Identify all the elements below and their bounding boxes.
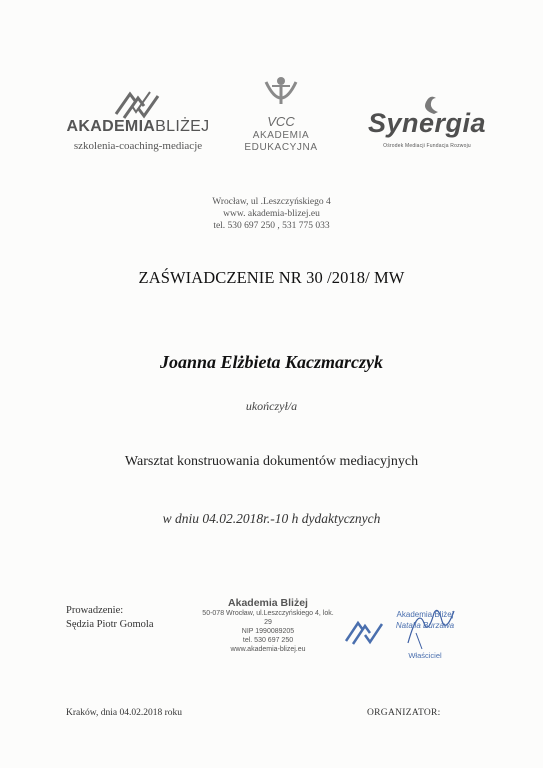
completed-label: ukończył/a: [245, 399, 298, 413]
akademia-brand: [58, 118, 218, 136]
stamp-line-2: NIP 1990089205: [241, 628, 295, 635]
akademia-arrows-blue-icon: [342, 617, 386, 647]
brand-light: BLIŻEJ: [155, 118, 210, 135]
synergia-tagline: Ośrodek Mediacji Fundacja Rozwoju: [383, 143, 471, 149]
akademia-arrows-icon: [110, 88, 164, 122]
place-date: Kraków, dnia 04.02.2018 roku: [66, 708, 183, 718]
vcc-line2: EDUKACYJNA: [244, 142, 318, 153]
stamp-name: Akademia Bliżej: [228, 597, 308, 609]
akademia-tagline: szkolenia-coaching-mediacje: [73, 140, 203, 152]
address-line-1: Wrocław, ul .Leszczyńskiego 4: [212, 197, 331, 207]
course-name: Warsztat konstruowania dokumentów mediacyjnych: [124, 454, 419, 469]
synergia-name: Synergia: [367, 108, 487, 138]
address-line-3: tel. 530 697 250 , 531 775 033: [213, 221, 330, 231]
owner-stamp: [342, 603, 462, 665]
vcc-logo: [240, 74, 322, 158]
stamp-line-3: tel. 530 697 250: [242, 637, 294, 644]
synergia-logo: [366, 92, 488, 154]
owner-stamp-line-3: Właściciel: [408, 651, 442, 660]
lead-name: Sędzia Piotr Gomola: [66, 619, 154, 630]
vcc-abbr: VCC: [267, 114, 295, 129]
brand-bold: AKADEMIA: [66, 118, 156, 135]
stamp-line-4: www.akademia-blizej.eu: [230, 646, 306, 653]
lead-label: Prowadzenie:: [66, 605, 124, 616]
certificate-title: ZAŚWIADCZENIE NR 30 /2018/ MW: [138, 268, 405, 287]
recipient-name: Joanna Elżbieta Kaczmarczyk: [159, 352, 383, 372]
owner-stamp-line-1: Akademia Bliżej: [396, 610, 454, 619]
vcc-line1: AKADEMIA: [252, 130, 310, 141]
stamp-line-1: 50-078 Wrocław, ul.Leszczyńskiego 4, lok. 29: [202, 610, 334, 626]
akademia-blizej-logo: [58, 88, 218, 160]
course-date: w dniu 04.02.2018r.-10 h dydaktycznych: [162, 511, 381, 526]
organizer-label: ORGANIZATOR:: [367, 708, 441, 718]
address-line-2: www. akademia-blizej.eu: [223, 209, 320, 219]
vcc-figure-icon: [262, 74, 300, 114]
owner-stamp-line-2: Natalia Burzawa: [395, 621, 455, 630]
address-block: [0, 196, 543, 232]
lead-block: [66, 604, 154, 632]
company-stamp: [198, 597, 338, 654]
